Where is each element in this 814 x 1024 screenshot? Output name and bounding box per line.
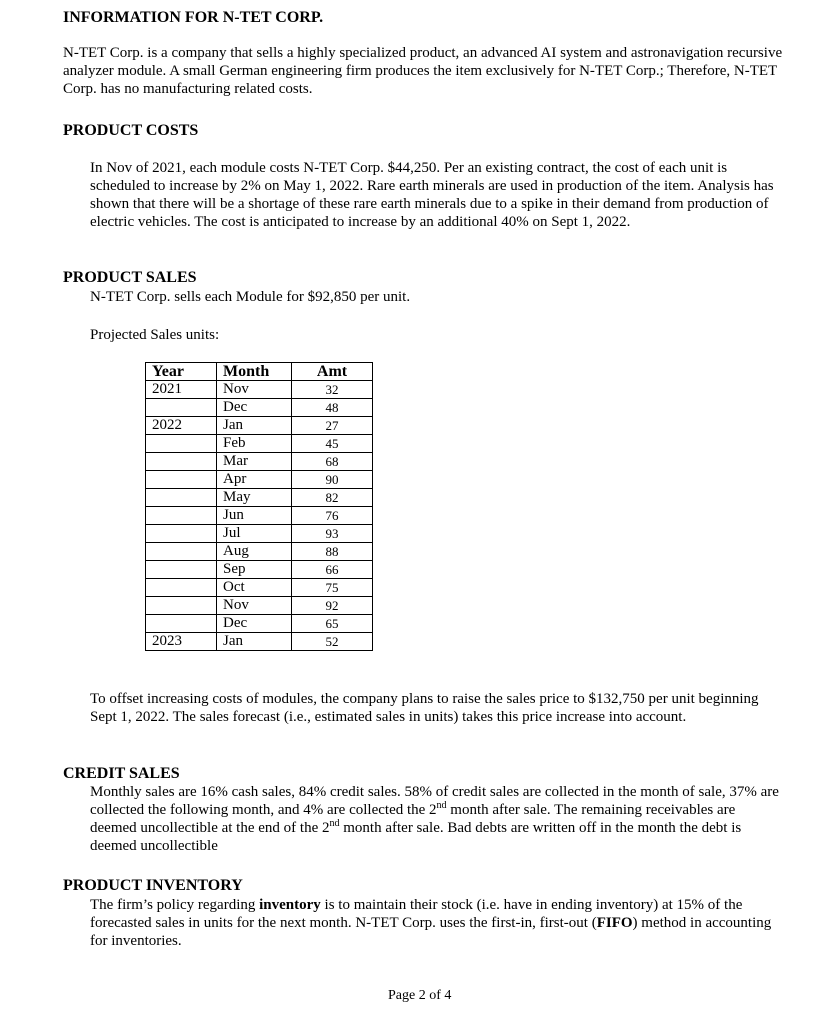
table-row bbox=[146, 399, 373, 417]
amt-cell: 90 bbox=[292, 471, 373, 489]
table-row bbox=[146, 597, 373, 615]
product-inventory-heading: PRODUCT INVENTORY bbox=[63, 877, 243, 894]
month-cell: Aug bbox=[217, 543, 292, 561]
table-row bbox=[146, 453, 373, 471]
credit-sales-text-1: Monthly sales are 16% cash sales, 84% credit sales. 58% of credit sales are collected in the month of sale, 37% are collected the following month, and 4% are collected the 2 bbox=[90, 784, 779, 818]
month-cell: Nov bbox=[217, 597, 292, 615]
product-sales-heading: PRODUCT SALES bbox=[63, 269, 197, 286]
month-cell: Oct bbox=[217, 579, 292, 597]
credit-sales-heading: CREDIT SALES bbox=[63, 765, 180, 782]
amt-cell: 65 bbox=[292, 615, 373, 633]
month-cell: May bbox=[217, 489, 292, 507]
amt-cell: 93 bbox=[292, 525, 373, 543]
year-cell bbox=[146, 525, 217, 543]
amt-cell: 48 bbox=[292, 399, 373, 417]
credit-sales-paragraph bbox=[90, 783, 785, 855]
month-cell: Mar bbox=[217, 453, 292, 471]
year-cell: 2021 bbox=[146, 381, 217, 399]
year-cell bbox=[146, 561, 217, 579]
table-row bbox=[146, 471, 373, 489]
year-cell: 2023 bbox=[146, 633, 217, 651]
year-cell bbox=[146, 597, 217, 615]
table-row bbox=[146, 561, 373, 579]
year-cell bbox=[146, 615, 217, 633]
table-row bbox=[146, 489, 373, 507]
amt-cell: 92 bbox=[292, 597, 373, 615]
amt-cell: 75 bbox=[292, 579, 373, 597]
intro-paragraph: N-TET Corp. is a company that sells a highly specialized product, an advanced AI system and astronavigation recursive analyzer module. A small German engineering firm produces the item exclusively for N-TET Corp.; Therefore, N-TET Corp. has no manufacturing related costs. bbox=[63, 45, 783, 97]
year-cell bbox=[146, 507, 217, 525]
month-cell: Feb bbox=[217, 435, 292, 453]
table-row bbox=[146, 381, 373, 399]
fifo-bold-term: FIFO bbox=[596, 915, 633, 931]
month-cell: Apr bbox=[217, 471, 292, 489]
product-inventory-paragraph bbox=[90, 896, 780, 950]
projected-sales-table bbox=[145, 362, 373, 651]
inventory-text-1: The firm’s policy regarding bbox=[90, 897, 260, 913]
month-cell: Nov bbox=[217, 381, 292, 399]
month-cell: Jan bbox=[217, 417, 292, 435]
year-cell: 2022 bbox=[146, 417, 217, 435]
month-header: Month bbox=[217, 363, 292, 381]
offset-paragraph: To offset increasing costs of modules, the company plans to raise the sales price to $132,750 per unit beginning Sept 1, 2022. The sales forecast (i.e., estimated sales in units) takes this price increase into account. bbox=[90, 691, 759, 725]
table-row bbox=[146, 579, 373, 597]
page-number: Page 2 of 4 bbox=[388, 988, 452, 1003]
year-cell bbox=[146, 471, 217, 489]
amt-cell: 66 bbox=[292, 561, 373, 579]
month-cell: Sep bbox=[217, 561, 292, 579]
inventory-text-2: is to maintain their stock (i.e. have in ending inventory) at 15% of the forecasted sales in units for the next month. N-TET Corp. uses the first-in, first-out ( bbox=[90, 897, 743, 931]
month-cell: Jun bbox=[217, 507, 292, 525]
amt-cell: 45 bbox=[292, 435, 373, 453]
amt-cell: 88 bbox=[292, 543, 373, 561]
amt-cell: 52 bbox=[292, 633, 373, 651]
year-cell bbox=[146, 399, 217, 417]
projected-sales-label: Projected Sales units: bbox=[90, 327, 220, 343]
year-cell bbox=[146, 579, 217, 597]
credit-sales-sup-1: nd bbox=[436, 800, 447, 811]
amt-header: Amt bbox=[292, 363, 373, 381]
amt-cell: 68 bbox=[292, 453, 373, 471]
year-cell bbox=[146, 489, 217, 507]
table-header-row bbox=[146, 363, 373, 381]
year-header: Year bbox=[146, 363, 217, 381]
amt-cell: 27 bbox=[292, 417, 373, 435]
inventory-text-3: ) method in accounting for inventories. bbox=[90, 915, 772, 949]
month-cell: Jan bbox=[217, 633, 292, 651]
inventory-bold-term: inventory bbox=[259, 897, 321, 913]
table-row bbox=[146, 417, 373, 435]
credit-sales-text-3: month after sale. Bad debts are written off in the month the debt is deemed uncollectible bbox=[90, 820, 742, 854]
credit-sales-text-2: month after sale. The remaining receivables are deemed uncollectible at the end of the 2 bbox=[90, 802, 736, 836]
year-cell bbox=[146, 543, 217, 561]
month-cell: Dec bbox=[217, 399, 292, 417]
table-row bbox=[146, 543, 373, 561]
product-costs-heading: PRODUCT COSTS bbox=[63, 122, 199, 139]
table-row bbox=[146, 435, 373, 453]
year-cell bbox=[146, 453, 217, 471]
year-cell bbox=[146, 435, 217, 453]
product-costs-paragraph: In Nov of 2021, each module costs N-TET Corp. $44,250. Per an existing contract, the cost of each unit is scheduled to increase by 2% on May 1, 2022. Rare earth minerals are used in production of the item. Analysis has shown that there will be a shortage of these rare earth minerals due to a spike in their demand from production of electric vehicles. The cost is anticipated to increase by an additional 40% on Sept 1, 2022. bbox=[90, 160, 774, 230]
month-cell: Jul bbox=[217, 525, 292, 543]
table-row bbox=[146, 525, 373, 543]
table-row bbox=[146, 633, 373, 651]
product-sales-price: N-TET Corp. sells each Module for $92,850 per unit. bbox=[90, 289, 411, 305]
amt-cell: 82 bbox=[292, 489, 373, 507]
month-cell: Dec bbox=[217, 615, 292, 633]
page-title: INFORMATION FOR N-TET CORP. bbox=[63, 9, 324, 26]
amt-cell: 32 bbox=[292, 381, 373, 399]
amt-cell: 76 bbox=[292, 507, 373, 525]
credit-sales-sup-2: nd bbox=[329, 818, 340, 829]
table-row bbox=[146, 507, 373, 525]
table-row bbox=[146, 615, 373, 633]
